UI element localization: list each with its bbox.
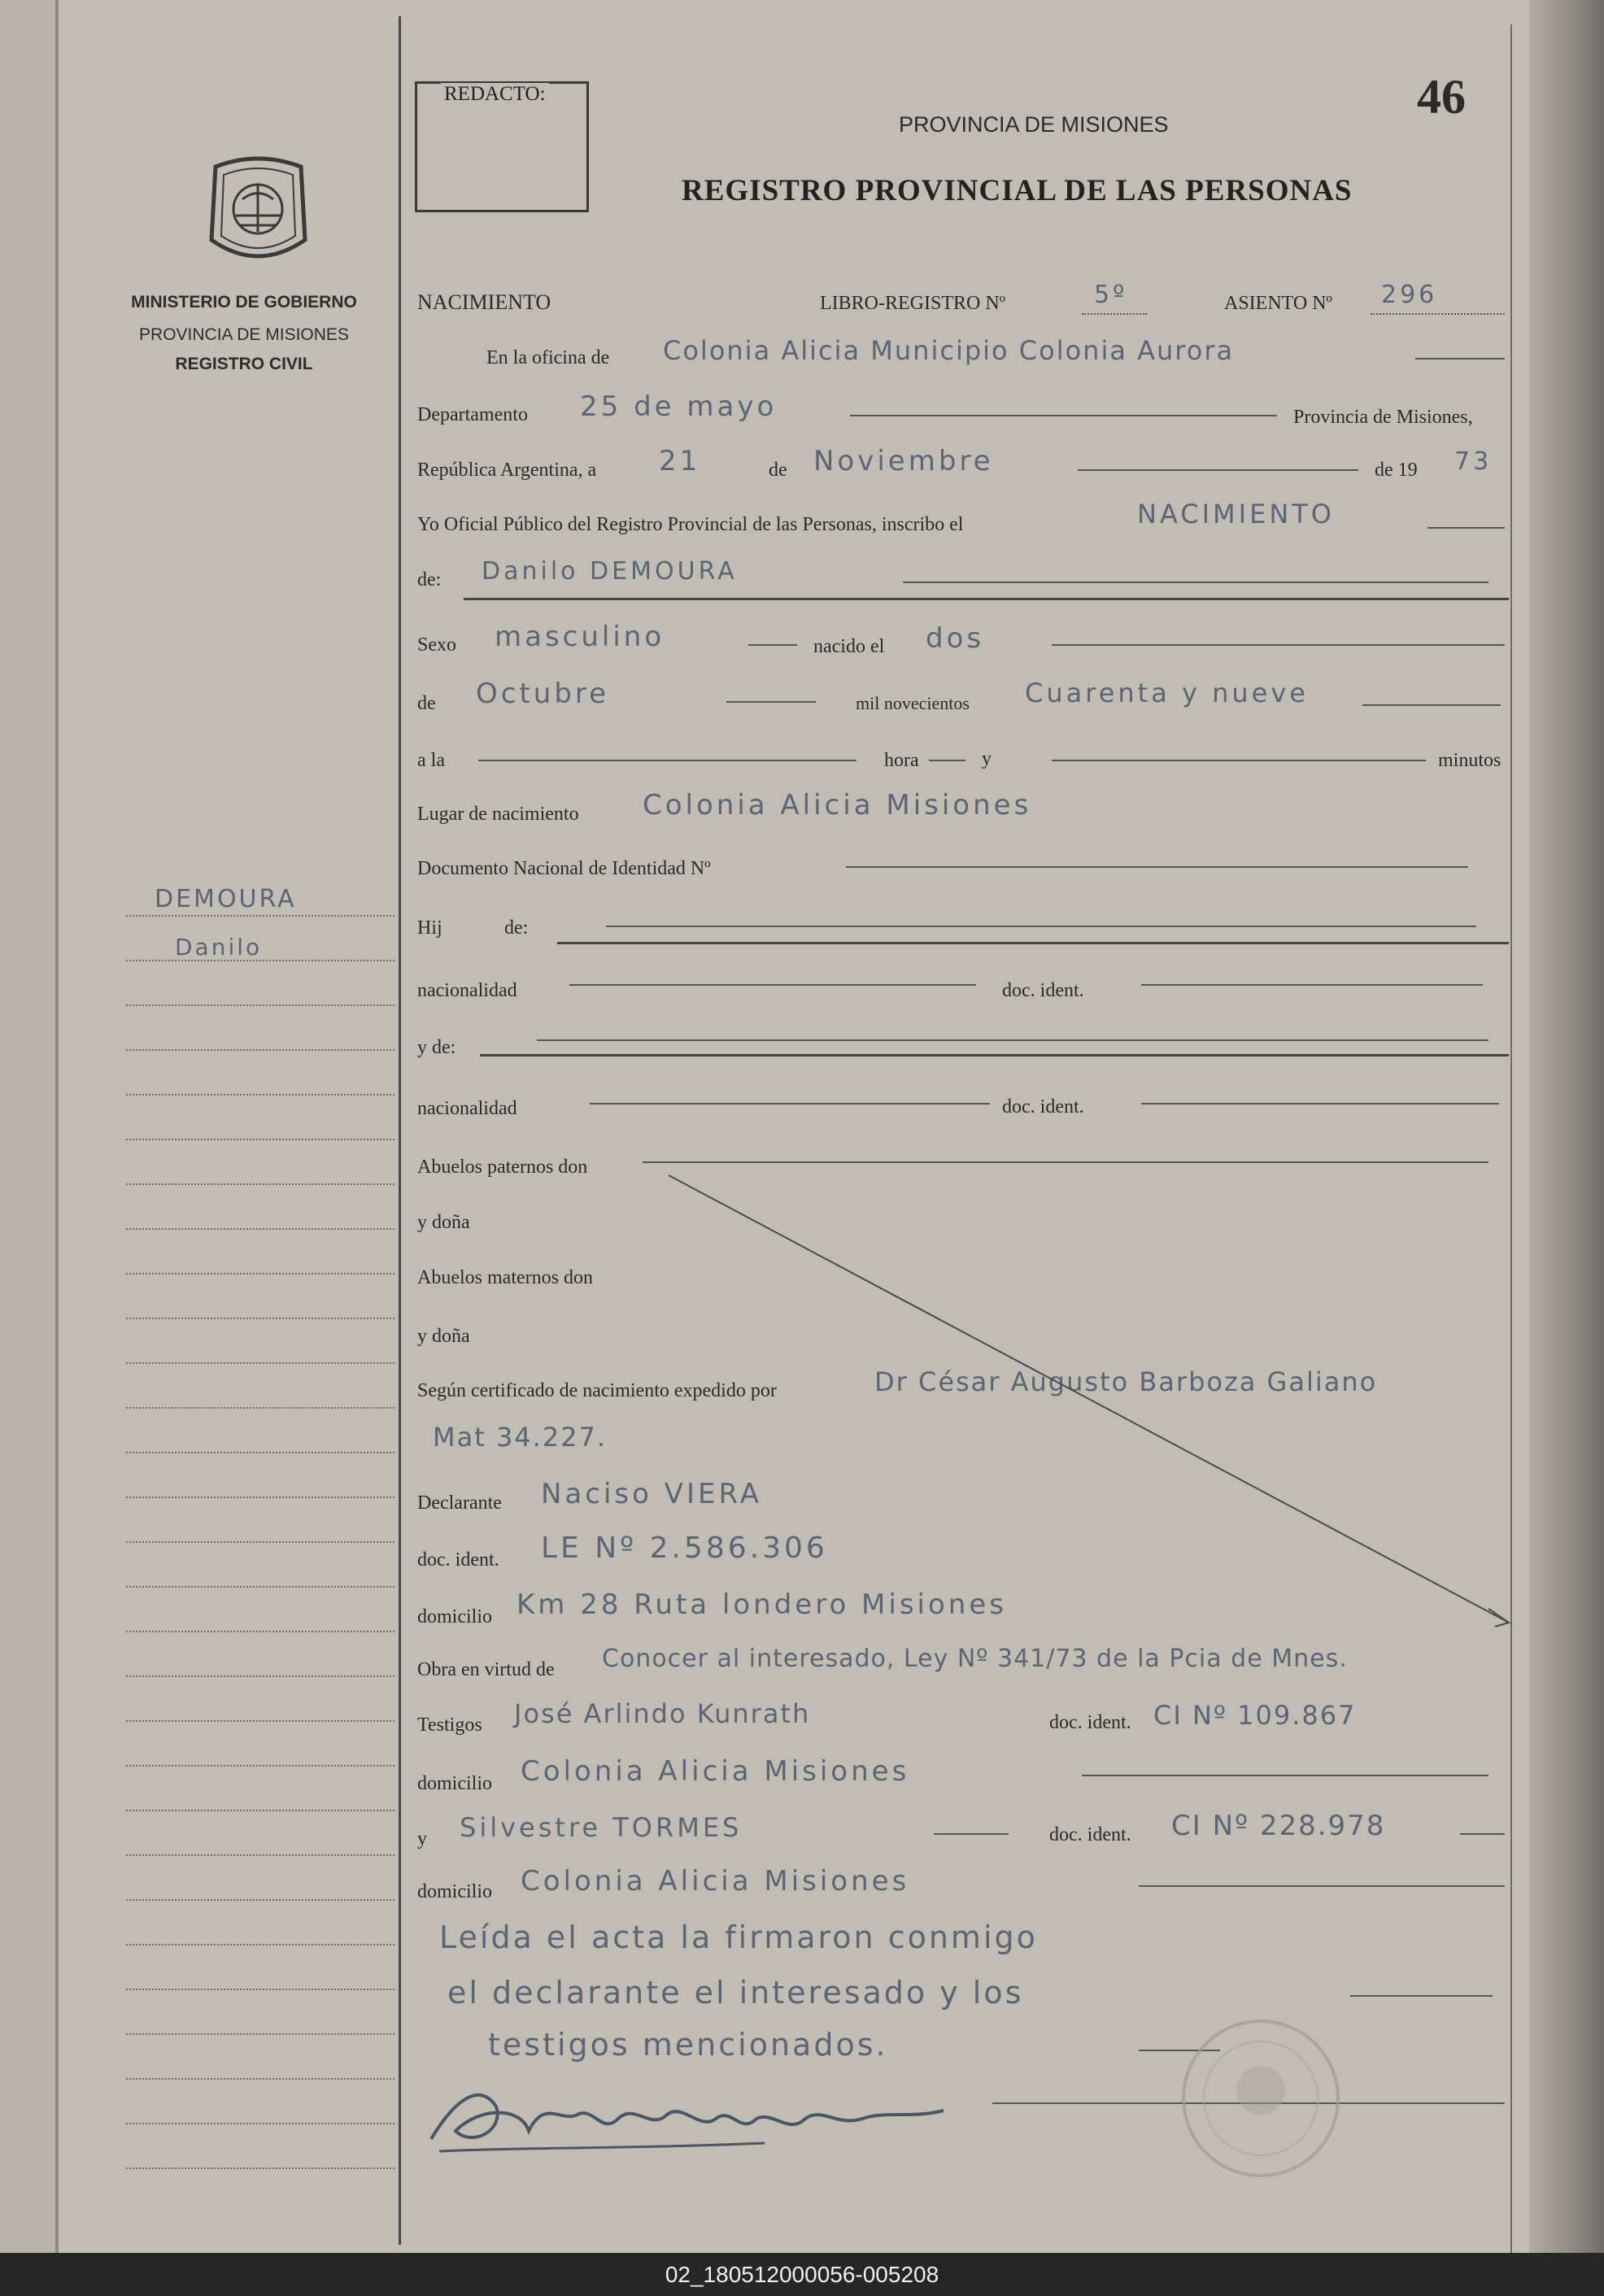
libro-value: 5º	[1094, 281, 1128, 309]
republica-label: República Argentina, a	[417, 460, 597, 481]
domicilio-value-1: Km 28 Ruta londero Misiones	[517, 1588, 1007, 1621]
de-year-label: de 19	[1375, 460, 1418, 481]
obra-value: Conocer al interesado, Ley Nº 341/73 de la Pcia de Mnes.	[602, 1645, 1348, 1673]
lugar-value: Colonia Alicia Misiones	[643, 789, 1032, 821]
inscribo-value: NACIMIENTO	[1137, 499, 1335, 529]
mat-value: Mat 34.227.	[433, 1422, 608, 1453]
y-label-2: y	[417, 1828, 427, 1849]
redacto-label: REDACTO:	[441, 83, 549, 106]
docident-label-1: doc. ident.	[1002, 980, 1084, 1001]
ministry-label: MINISTERIO DE GOBIERNO	[131, 293, 357, 312]
nombre-value: Danilo DEMOURA	[482, 557, 738, 586]
closing-line-3: testigos mencionados.	[488, 2027, 888, 2063]
declarante-label: Declarante	[417, 1492, 502, 1514]
docident-label-4: doc. ident.	[1049, 1824, 1131, 1845]
registry-title: REGISTRO PROVINCIAL DE LAS PERSONAS	[682, 174, 1353, 207]
signature-icon	[423, 2074, 960, 2163]
nacionalidad-label-1: nacionalidad	[417, 980, 517, 1001]
de-label-nombre: de:	[417, 569, 442, 590]
ydona-label-2: y doña	[417, 1326, 470, 1347]
hij-label: Hij	[417, 917, 442, 939]
nacimiento-label: NACIMIENTO	[417, 290, 551, 314]
lugar-label: Lugar de nacimiento	[417, 804, 579, 825]
abuelos-paternos-label: Abuelos paternos don	[417, 1157, 588, 1178]
dni-label: Documento Nacional de Identidad Nº	[417, 858, 711, 879]
ydona-label-1: y doña	[417, 1212, 470, 1233]
sexo-value: masculino	[495, 621, 665, 653]
departamento-label: Departamento	[417, 404, 528, 425]
testigo2-doc: CI Nº 228.978	[1171, 1810, 1386, 1842]
testigo2-value: Silvestre TORMES	[460, 1812, 743, 1843]
domicilio-label-3: domicilio	[417, 1881, 492, 1902]
segun-label: Según certificado de nacimiento expedido por	[417, 1380, 777, 1401]
asiento-label: ASIENTO Nº	[1224, 293, 1332, 314]
docident-label: doc. ident.	[417, 1549, 499, 1571]
oficina-label: En la oficina de	[486, 347, 610, 368]
yde-label: y de:	[417, 1037, 456, 1058]
anio-nac-value: Cuarenta y nueve	[1025, 677, 1309, 708]
mil-label: mil novecientos	[856, 693, 970, 713]
ala-label: a la	[417, 750, 445, 771]
image-id-footer: 02_180512000056-005208	[0, 2253, 1604, 2296]
civil-registry-label: REGISTRO CIVIL	[175, 355, 313, 373]
mes-value: Noviembre	[813, 445, 994, 477]
nacionalidad-label-2: nacionalidad	[417, 1098, 517, 1119]
margin-province-label: PROVINCIA DE MISIONES	[139, 325, 349, 344]
domicilio-value-3: Colonia Alicia Misiones	[521, 1865, 910, 1897]
dia-value: 21	[659, 445, 701, 477]
hora-label: hora	[884, 750, 919, 771]
y-label-1: y	[982, 748, 992, 769]
segun-value: Dr César Augusto Barboza Galiano	[874, 1366, 1378, 1397]
margin-given-name: Danilo	[175, 934, 263, 961]
asiento-value: 296	[1381, 281, 1438, 309]
testigo1-doc: CI Nº 109.867	[1153, 1700, 1357, 1731]
de-label-2: de	[417, 693, 436, 714]
nacido-value: dos	[926, 622, 985, 655]
declarante-value: Naciso VIERA	[541, 1478, 763, 1510]
margin-surname: DEMOURA	[155, 885, 297, 913]
libro-label: LIBRO-REGISTRO Nº	[820, 293, 1006, 314]
year-value: 73	[1454, 447, 1493, 476]
sexo-label: Sexo	[417, 634, 456, 656]
testigos-label: Testigos	[417, 1714, 482, 1736]
minutos-label: minutos	[1438, 750, 1502, 771]
de-label-3: de:	[504, 917, 529, 939]
docident-value: LE Nº 2.586.306	[541, 1531, 828, 1565]
closing-line-1: Leída el acta la firmaron conmigo	[439, 1919, 1038, 1955]
domicilio-value-2: Colonia Alicia Misiones	[521, 1755, 910, 1788]
page-number: 46	[1417, 70, 1466, 124]
province-heading: PROVINCIA DE MISIONES	[899, 112, 1169, 137]
domicilio-label-1: domicilio	[417, 1606, 492, 1627]
docident-label-3: doc. ident.	[1049, 1712, 1131, 1733]
mes-nac-value: Octubre	[476, 677, 610, 710]
official-stamp-icon	[1171, 2001, 1350, 2196]
testigo1-value: José Arlindo Kunrath	[514, 1698, 811, 1729]
domicilio-label-2: domicilio	[417, 1773, 492, 1794]
nacido-label: nacido el	[813, 636, 885, 657]
departamento-value: 25 de mayo	[580, 390, 778, 423]
de-label-1: de	[769, 460, 787, 481]
closing-line-2: el declarante el interesado y los	[447, 1975, 1024, 2011]
docident-label-2: doc. ident.	[1002, 1096, 1084, 1118]
oficina-value: Colonia Alicia Municipio Colonia Aurora	[663, 335, 1235, 366]
abuelos-maternos-label: Abuelos maternos don	[417, 1267, 593, 1288]
provincia-misiones-label: Provincia de Misiones,	[1293, 407, 1473, 428]
oficial-text: Yo Oficial Público del Registro Provincial de las Personas, inscribo el	[417, 514, 964, 535]
obra-label: Obra en virtud de	[417, 1659, 555, 1680]
